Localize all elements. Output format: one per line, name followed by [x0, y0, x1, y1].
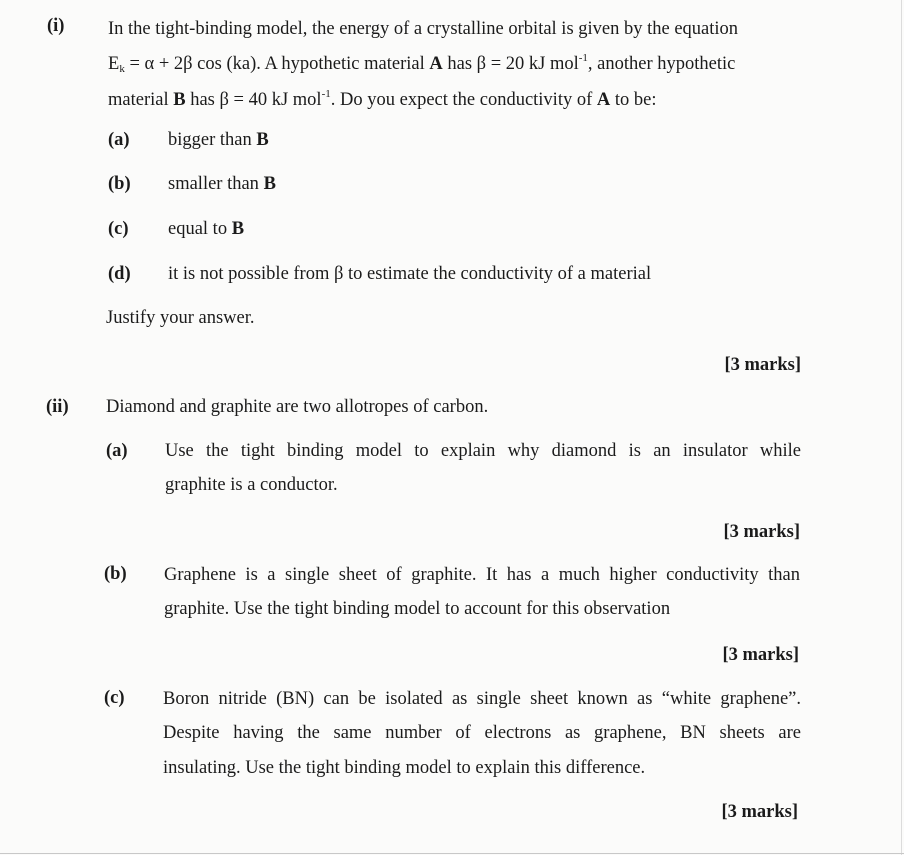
part-c-line-3: insulating. Use the tight binding model to explain this difference. [163, 758, 646, 778]
option-c-text: equal to B [168, 219, 245, 239]
part-b-line-1: Graphene is a single sheet of graphite. It has a much higher conductivity than [164, 565, 800, 585]
part-a-line-2: graphite is a conductor. [165, 475, 338, 495]
part-b-line-2: graphite. Use the tight binding model to account for this observation [164, 599, 671, 619]
option-c-label: (c) [108, 219, 129, 239]
option-d-label: (d) [108, 264, 131, 284]
option-b-text: smaller than B [168, 174, 276, 194]
part-a-label: (a) [106, 441, 128, 461]
question-i-line-2: $E_k = \alpha + 2\beta$ cos (ka). A hypothetic material A has β = 20 kJ mol$^{-1}$, another hypothetic [108, 52, 736, 75]
question-ii-intro: Diamond and graphite are two allotropes of carbon. [106, 397, 489, 417]
part-a-line-1: Use the tight binding model to explain why diamond is an insulator while [165, 441, 801, 461]
question-i-marks: [3 marks] [724, 355, 801, 375]
part-c-line-2: Despite having the same number of electrons as graphene, BN sheets are [163, 723, 801, 743]
question-i-number: (i) [47, 16, 65, 36]
question-i-line-1: In the tight-binding model, the energy of a crystalline orbital is given by the equation [108, 19, 739, 39]
page-edge-bottom [0, 853, 904, 854]
part-c-label: (c) [104, 688, 125, 708]
justify-instruction: Justify your answer. [106, 308, 255, 328]
page-edge-right [901, 0, 902, 855]
part-b-label: (b) [104, 564, 127, 584]
option-a-label: (a) [108, 130, 130, 150]
question-ii-number: (ii) [46, 397, 69, 417]
part-c-line-1: Boron nitride (BN) can be isolated as single sheet known as “white graphene”. [163, 689, 801, 709]
part-c-marks: [3 marks] [721, 802, 798, 822]
option-b-label: (b) [108, 174, 131, 194]
question-i-line-3: material B has β = 40 kJ mol$^{-1}$. Do you expect the conductivity of A to be: [108, 88, 657, 110]
part-a-marks: [3 marks] [723, 522, 800, 542]
part-b-marks: [3 marks] [722, 645, 799, 665]
option-a-text: bigger than B [168, 130, 269, 150]
option-d-text: it is not possible from β to estimate the conductivity of a material [168, 264, 652, 284]
